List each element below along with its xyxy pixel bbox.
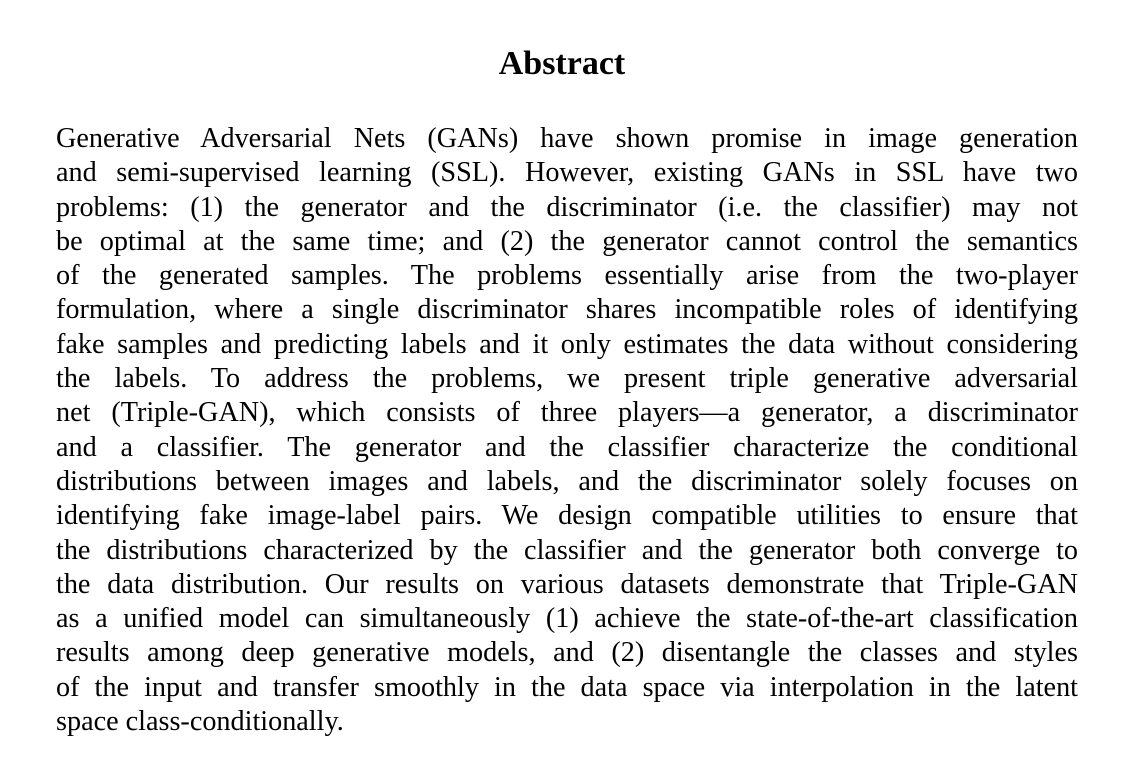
abstract-line: formulation, where a single discriminator shares incompatible roles of identifying <box>56 294 1078 326</box>
abstract-line: as a unified model can simultaneously (1) achieve the state-of-the-art classification <box>56 603 1078 635</box>
abstract-line: fake samples and predicting labels and it only estimates the data without considering <box>56 328 1078 360</box>
abstract-line: and semi-supervised learning (SSL). However, existing GANs in SSL have two <box>56 157 1078 189</box>
abstract-line: the data distribution. Our results on various datasets demonstrate that Triple-GAN <box>56 568 1078 600</box>
abstract-line: Generative Adversarial Nets (GANs) have shown promise in image generation <box>56 123 1078 154</box>
abstract-line: of the input and transfer smoothly in the data space via interpolation in the latent <box>56 671 1078 703</box>
abstract-line: the distributions characterized by the classifier and the generator both converge to <box>56 534 1078 566</box>
abstract-line: of the generated samples. The problems essentially arise from the two-player <box>56 260 1078 292</box>
abstract-line: distributions between images and labels, and the discriminator solely focuses on <box>56 465 1078 497</box>
abstract-line: results among deep generative models, and (2) disentangle the classes and styles <box>56 637 1078 669</box>
abstract-line: and a classifier. The generator and the classifier characterize the conditional <box>56 431 1078 463</box>
abstract-line: space class-conditionally. <box>56 706 344 738</box>
abstract-line: the labels. To address the problems, we present triple generative adversarial <box>56 363 1078 395</box>
abstract-heading: Abstract <box>498 45 626 82</box>
abstract-line: net (Triple-GAN), which consists of three players—a generator, a discriminator <box>56 397 1078 429</box>
abstract-body <box>56 122 1078 739</box>
abstract-line: problems: (1) the generator and the discriminator (i.e. the classifier) may not <box>56 191 1078 223</box>
abstract-line: be optimal at the same time; and (2) the generator cannot control the semantics <box>56 225 1078 257</box>
abstract-line: identifying fake image-label pairs. We design compatible utilities to ensure that <box>56 500 1078 532</box>
